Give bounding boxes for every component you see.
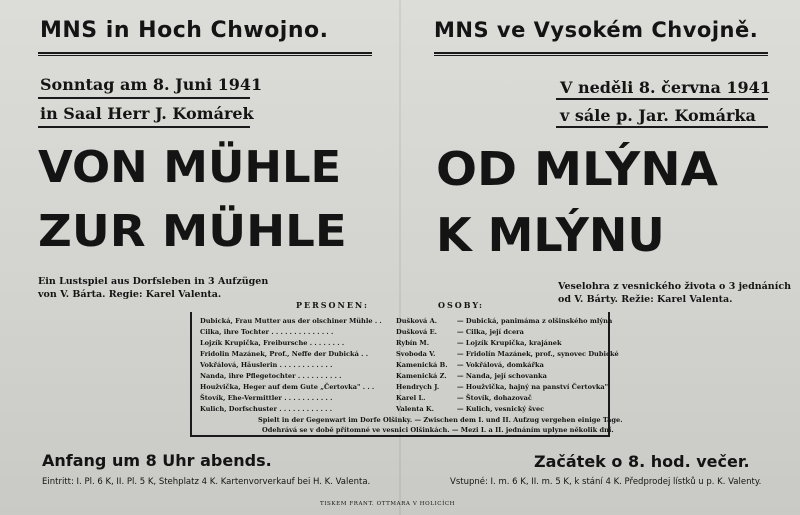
subtitle-cz-line1: Veselohra z vesnického života o 3 jednáních — [558, 281, 792, 292]
ticket-prices-de: Eintritt: I. Pl. 6 K, II. Pl. 5 K, Stehplatz 4 K. Kartenvorverkauf bei H. K. Valenta. — [42, 477, 371, 487]
rule-divider — [556, 98, 768, 100]
role-de: Nanda, ihre Pflegetochter . . . . . . . . . . — [200, 372, 342, 380]
role-de: Fridolin Mazánek, Prof., Neffe der Dubická . . — [200, 350, 369, 358]
role-de: Houžvička, Heger auf dem Gute „Čertovka" . . . — [200, 383, 375, 391]
actor-name: Karel L. — [396, 394, 426, 402]
czech-column — [434, 0, 792, 515]
actor-name: Kamenická Z. — [396, 372, 447, 380]
cast-row — [200, 361, 600, 372]
role-cz: — Kulich, vesnický švec — [457, 405, 545, 413]
subtitle-cz — [558, 280, 791, 306]
role-cz: — Cilka, její dcera — [457, 328, 524, 336]
setting-note-cz: Odehrává se v době přítomné ve vesnici Olšinkách. — Mezi I. a II. jednáním uplyne několik dní. — [262, 426, 614, 434]
cast-row — [200, 394, 600, 405]
actor-name: Valenta K. — [396, 405, 434, 413]
fold-line — [399, 0, 401, 515]
play-title-cz-line1: OD MLÝNA — [436, 142, 719, 196]
role-cz: — Nanda, její schovanka — [457, 372, 547, 380]
subtitle-cz-line2: od V. Bárty. Režie: Karel Valenta. — [558, 294, 733, 305]
role-cz: — Houžvička, hajný na panství Čertovka" — [457, 383, 609, 391]
role-de: Štovík, Ehe-Vermittler . . . . . . . . . . . — [200, 394, 333, 402]
rule-divider — [38, 126, 250, 128]
role-de: Vokřálová, Häuslerin . . . . . . . . . . . . — [200, 361, 333, 369]
ticket-prices-cz: Vstupné: I. m. 6 K, II. m. 5 K, k stání 4 K. Předprodej lístků u p. K. Valenty. — [450, 477, 762, 487]
rule-divider — [434, 52, 768, 56]
organizer-de: MNS in Hoch Chwojno. — [40, 18, 329, 43]
actor-name: Kamenická B. — [396, 361, 448, 369]
play-title-de-line2: ZUR MÜHLE — [38, 206, 347, 257]
german-column — [38, 0, 378, 515]
cast-row — [200, 405, 600, 416]
rule-divider — [556, 126, 768, 128]
rule-divider — [38, 52, 372, 56]
role-cz: — Dubická, panimáma z olšinského mlýna — [457, 317, 613, 325]
start-time-cz: Začátek o 8. hod. večer. — [534, 452, 750, 471]
venue-de: in Saal Herr J. Komárek — [40, 104, 254, 123]
role-cz: — Vokřálová, domkářka — [457, 361, 544, 369]
organizer-cz: MNS ve Vysokém Chvojně. — [434, 18, 759, 42]
role-cz: — Lojzík Krupička, krajánek — [457, 339, 562, 347]
cast-row — [200, 383, 609, 394]
cast-row — [200, 339, 600, 350]
subtitle-de-line2: von V. Bárta. Regie: Karel Valenta. — [38, 289, 222, 300]
setting-note-de: Spielt in der Gegenwart im Dorfe Olšinky. — Zwischen dem I. und II. Aufzug vergehen einige Tage. — [258, 416, 623, 424]
role-de: Lojzík Krupička, Freibursche . . . . . . . . — [200, 339, 345, 347]
actor-name: Hendrych J. — [396, 383, 440, 391]
cast-row — [200, 328, 600, 339]
role-cz: — Fridolín Mazánek, prof., synovec Dubické — [457, 350, 619, 358]
cast-frame — [190, 312, 623, 437]
subtitle-de — [38, 275, 268, 301]
role-de: Kulich, Dorfschuster . . . . . . . . . . . . — [200, 405, 333, 413]
actor-name: Rybín M. — [396, 339, 429, 347]
cast-heading-de: PERSONEN: — [296, 300, 369, 310]
cast-row — [200, 350, 619, 361]
rule-divider — [38, 97, 250, 99]
role-de: Dubická, Frau Mutter aus der olschiner Mühle . . — [200, 317, 382, 325]
cast-row — [200, 317, 613, 328]
play-title-cz-line2: K MLÝNU — [436, 208, 665, 262]
printer-credit: TISKEM FRANT. OTTMARA V HOLICÍCH — [320, 501, 456, 507]
start-time-de: Anfang um 8 Uhr abends. — [42, 451, 272, 470]
role-de: Cilka, ihre Tochter . . . . . . . . . . . . . . — [200, 328, 334, 336]
actor-name: Dušková E. — [396, 328, 437, 336]
actor-name: Svoboda V. — [396, 350, 436, 358]
actor-name: Dušková A. — [396, 317, 438, 325]
date-cz: V neděli 8. června 1941 — [560, 78, 771, 97]
subtitle-de-line1: Ein Lustspiel aus Dorfsleben in 3 Aufzügen — [38, 276, 269, 287]
play-title-de-line1: VON MÜHLE — [38, 142, 342, 193]
cast-heading-cz: OSOBY: — [438, 300, 485, 310]
date-de: Sonntag am 8. Juni 1941 — [40, 75, 263, 94]
cast-row — [200, 372, 600, 383]
role-cz: — Štovík, dohazovač — [457, 394, 532, 402]
venue-cz: v sále p. Jar. Komárka — [560, 106, 756, 125]
